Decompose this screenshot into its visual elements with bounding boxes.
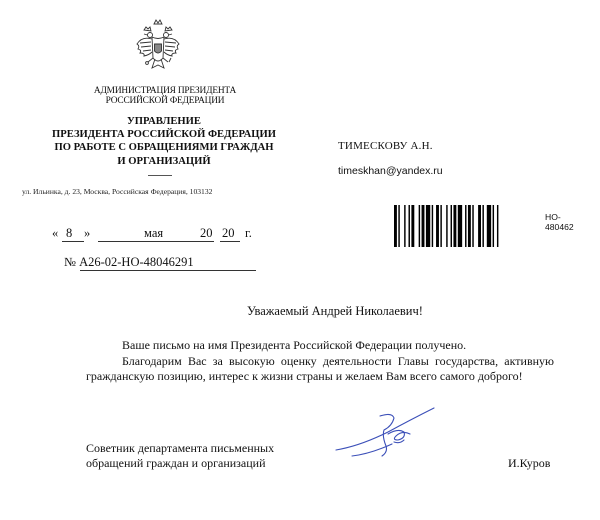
barcode-bar xyxy=(411,205,414,247)
barcode-bar xyxy=(465,205,466,247)
body-paragraph-2: Благодарим Вас за высокую оценку деятельности Главы государства, активную гражданскую позицию, интерес к жизни страны и желаем Вам всего самого доброго! xyxy=(86,354,554,383)
number-underline xyxy=(80,270,256,271)
barcode-bar xyxy=(482,205,483,247)
sender-address: ул. Ильинка, д. 23, Москва, Российская Федерация, 103132 xyxy=(22,187,213,196)
reference-number xyxy=(64,255,194,270)
barcode-bar xyxy=(493,205,494,247)
body-paragraph-1: Ваше письмо на имя Президента Российской Федерации получено. xyxy=(122,338,467,352)
barcode-bar xyxy=(446,205,447,247)
barcode-bar xyxy=(468,205,471,247)
admin-line-1: АДМИНИСТРАЦИЯ ПРЕЗИДЕНТА xyxy=(93,86,237,96)
barcode-bar xyxy=(404,205,405,247)
barcode-bar xyxy=(422,205,425,247)
barcode-bar xyxy=(440,205,441,247)
handwritten-signature-icon xyxy=(330,406,440,466)
admin-line-2: РОССИЙСКОЙ ФЕДЕРАЦИИ xyxy=(105,96,225,106)
dept-line-1: УПРАВЛЕНИЕ xyxy=(127,116,201,127)
barcode-bar xyxy=(426,205,430,247)
day-underline xyxy=(62,241,84,242)
barcode-bar xyxy=(398,205,399,247)
date-day: 8 xyxy=(66,226,73,240)
year-underline xyxy=(220,241,240,242)
dept-line-4: И ОРГАНИЗАЦИЙ xyxy=(117,155,211,167)
salutation: Уважаемый Андрей Николаевич! xyxy=(247,304,423,318)
barcode-bar xyxy=(487,205,491,247)
letter-date xyxy=(42,226,282,244)
barcode-bar xyxy=(472,205,473,247)
dept-line-3: ПО РАБОТЕ С ОБРАЩЕНИЯМИ ГРАЖДАН xyxy=(54,142,274,154)
signatory-name: И.Куров xyxy=(508,456,551,470)
barcode-bar xyxy=(419,205,420,247)
administration-title xyxy=(60,86,270,106)
barcode-bar xyxy=(409,205,410,247)
signatory-title-line-2: обращений граждан и организаций xyxy=(86,456,266,470)
date-suffix: г. xyxy=(245,226,252,240)
header-divider xyxy=(148,175,172,176)
signatory-title xyxy=(86,441,316,471)
department-title xyxy=(50,115,278,168)
barcode-bar xyxy=(478,205,481,247)
recipient-email: timeskhan@yandex.ru xyxy=(338,165,443,177)
date-close-quote: » xyxy=(84,226,91,240)
number-value: А26-02-НО-48046291 xyxy=(79,255,194,269)
barcode-bar xyxy=(497,205,498,247)
date-year: 20 xyxy=(222,226,235,240)
barcode-bar xyxy=(436,205,439,247)
barcode-label xyxy=(545,212,574,232)
barcode-bar xyxy=(451,205,452,247)
date-month: мая xyxy=(144,226,164,240)
coat-of-arms-icon xyxy=(132,18,184,80)
date-century: 20 xyxy=(200,226,213,240)
number-sign: № xyxy=(64,255,76,269)
dept-line-2: ПРЕЗИДЕНТА РОССИЙСКОЙ ФЕДЕРАЦИИ xyxy=(52,129,276,141)
barcode-label-line-1: НО- xyxy=(545,212,561,222)
barcode-bar xyxy=(458,205,462,247)
date-open-quote: « xyxy=(52,226,59,240)
barcode-label-line-2: 480462 xyxy=(545,222,574,232)
barcode-bar xyxy=(432,205,433,247)
month-underline xyxy=(98,241,214,242)
barcode-bar xyxy=(394,205,397,247)
barcode-icon xyxy=(394,205,530,247)
recipient-name: ТИМЕСКОВУ А.Н. xyxy=(338,140,433,152)
signatory-title-line-1: Советник департамента письменных xyxy=(86,441,275,455)
barcode-bar xyxy=(453,205,456,247)
